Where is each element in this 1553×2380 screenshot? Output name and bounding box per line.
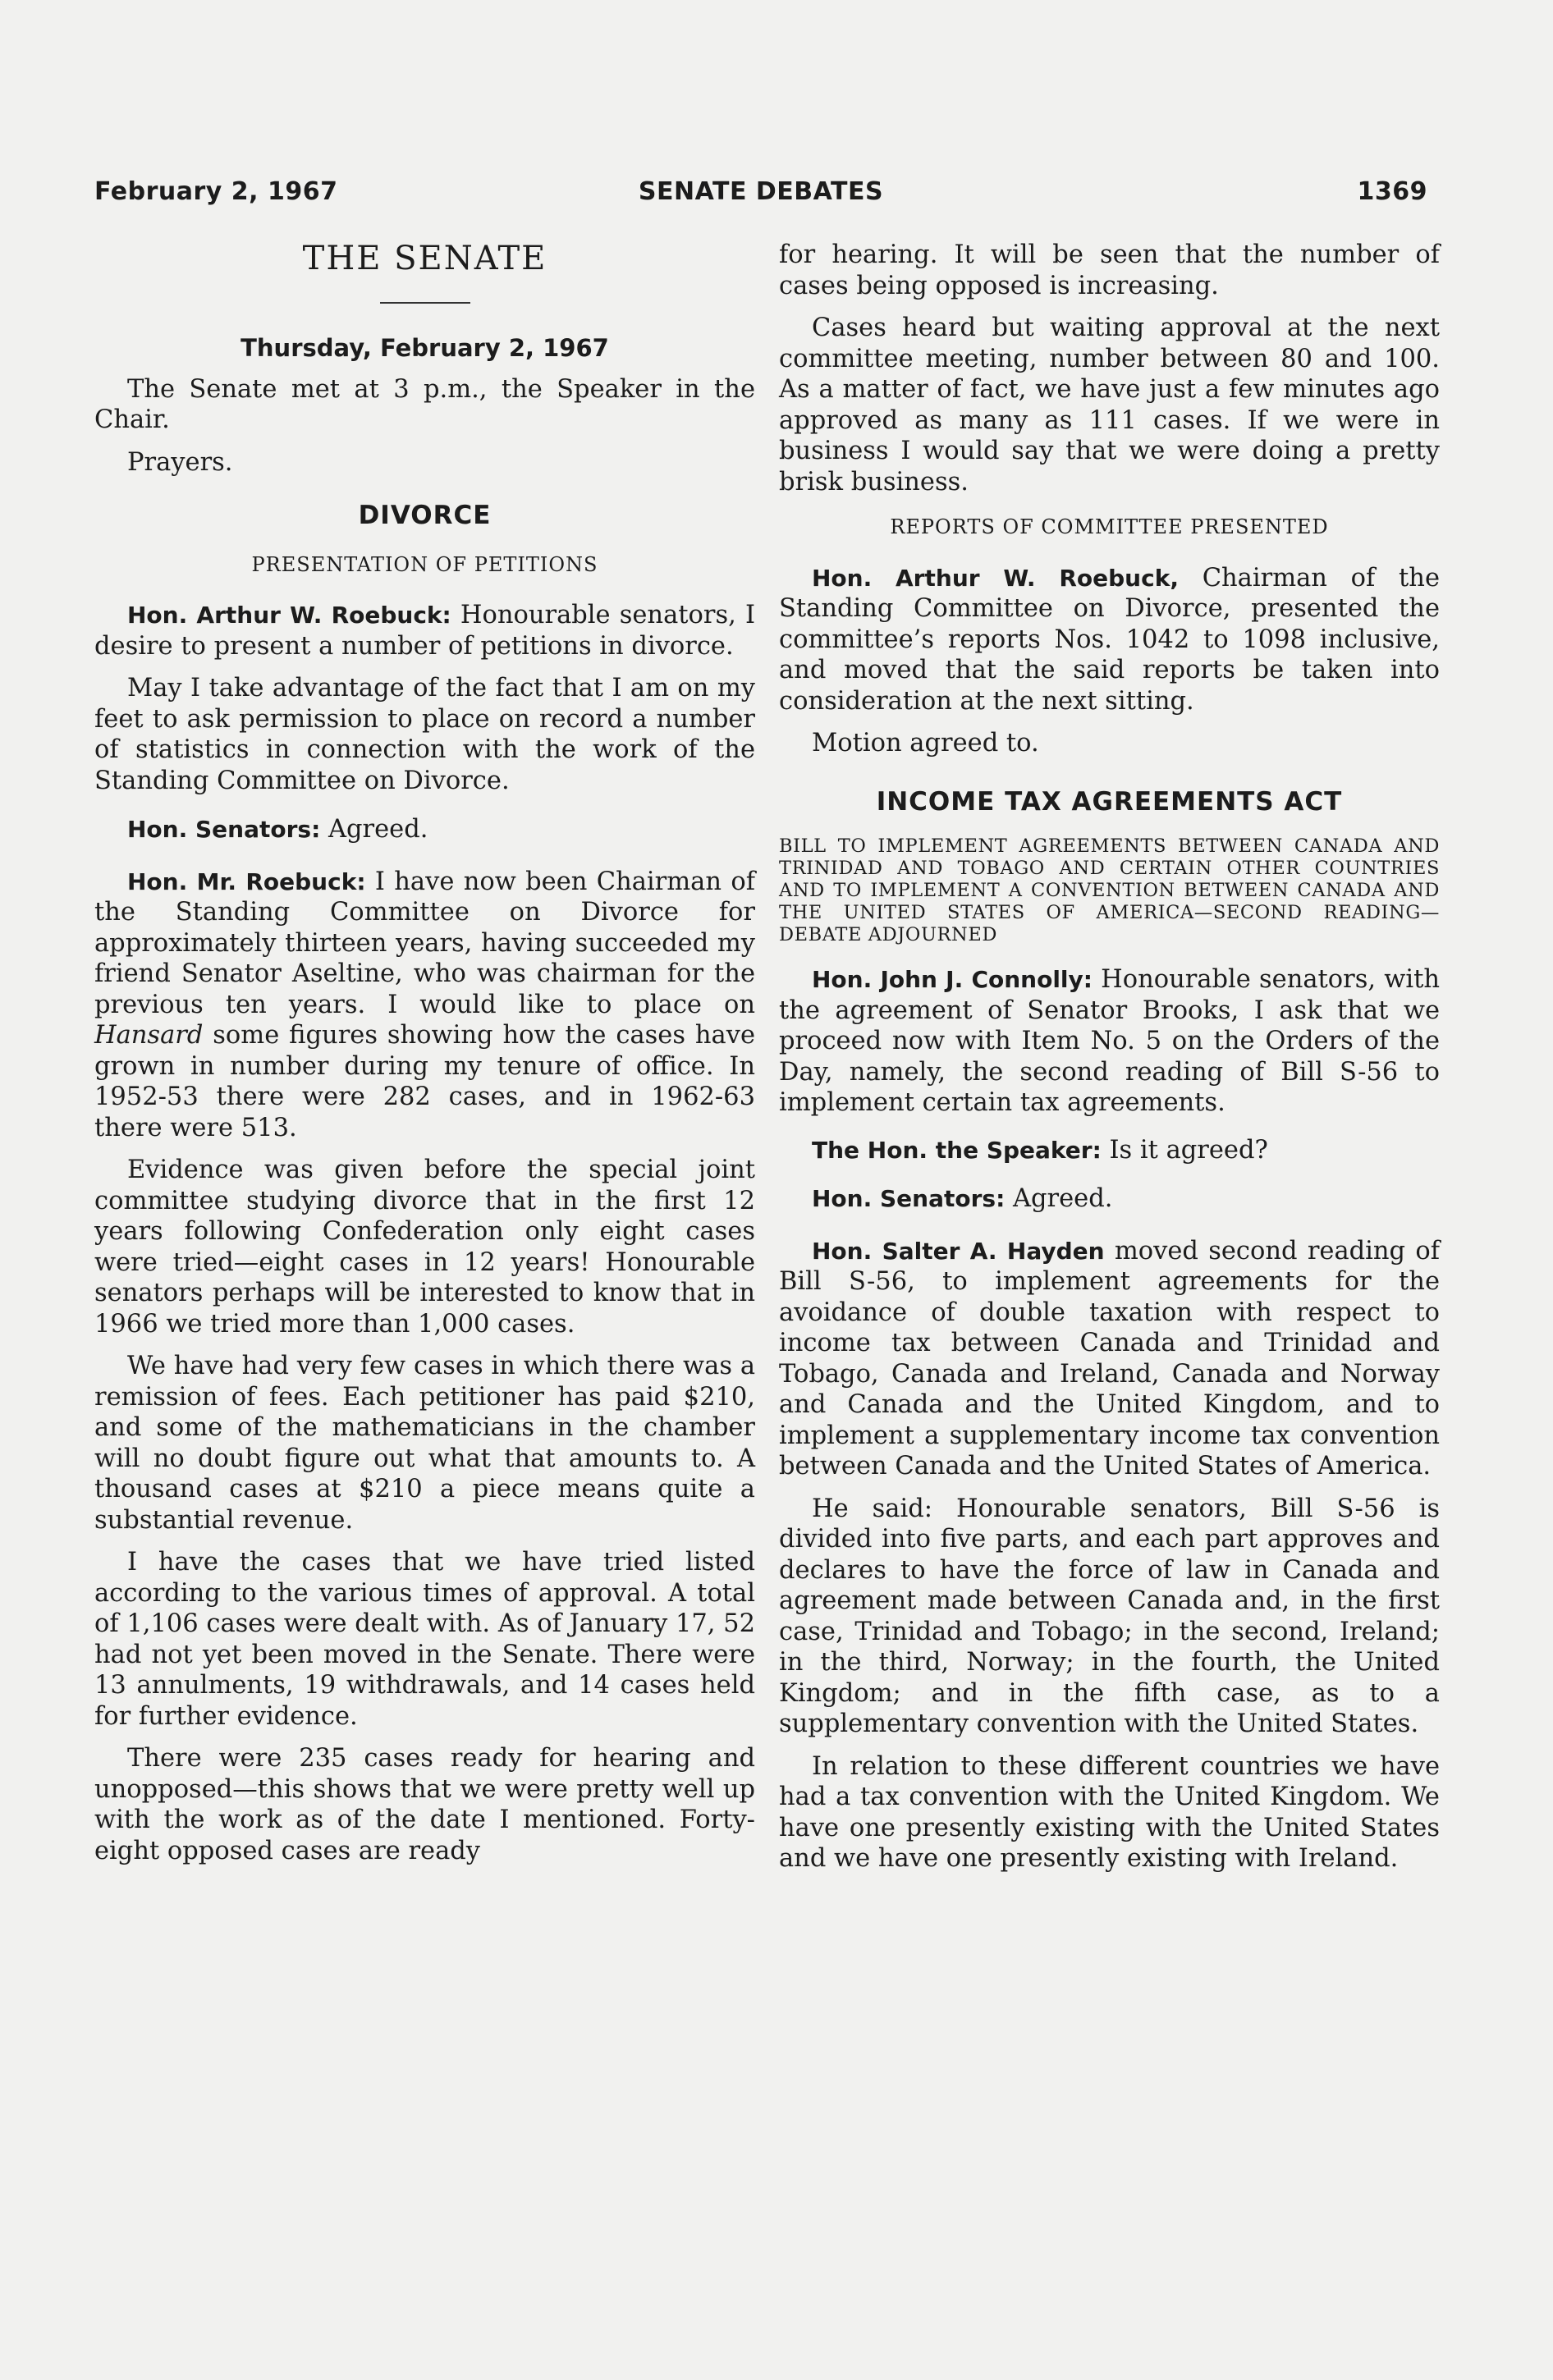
paragraph: May I take advantage of the fact that I am on my feet to ask permission to place on record a number of statistics in connection with the work of the Standing Committee on Divorce. — [94, 674, 755, 795]
paragraph — [779, 563, 1440, 717]
speech-text: Honourable senators, I desire to present a number of petitions in divorce. — [94, 601, 755, 661]
speaker-name: Hon. Arthur W. Roebuck: — [127, 602, 451, 629]
sitting-date: Thursday, February 2, 1967 — [241, 334, 609, 362]
income-tax-heading: INCOME TAX AGREEMENTS ACT — [876, 786, 1343, 817]
paragraph: There were 235 cases ready for hearing and unopposed—this shows that we were pretty well up with the work as of the date I mentioned. Forty-eight opposed cases are ready — [94, 1744, 755, 1865]
speaker-name: Hon. Arthur W. Roebuck, — [812, 564, 1179, 592]
petitions-subheading: PRESENTATION OF PETITIONS — [251, 552, 598, 576]
prayers-paragraph: Prayers. — [127, 447, 233, 477]
left-column — [94, 240, 755, 1878]
speaker-name: Hon. Senators: — [812, 1185, 1006, 1212]
heading-rule — [380, 302, 470, 304]
speech-text: Agreed. — [320, 815, 428, 844]
header-date: February 2, 1967 — [94, 177, 338, 206]
hansard-italic: Hansard — [94, 1021, 204, 1050]
speech-text: Chairman of the Standing Committee on Divorce, presented the committee’s reports Nos. 1042 to 1098 inclusive, and moved that the said reports be taken into consideration at the next sitting. — [779, 563, 1440, 716]
paragraph: In relation to these different countries we have had a tax convention with the United Kingdom. We have one presently existing with the United States and we have one presently existing with Ireland. — [779, 1751, 1440, 1873]
paragraph: for hearing. It will be seen that the number of cases being opposed is increasing. — [779, 240, 1440, 300]
paragraph: Cases heard but waiting approval at the next committee meeting, number between 80 and 100. As a matter of fact, we have just a few minutes ago approved as many as 111 cases. If we were in business I would say that we were doing a pretty brisk business. — [779, 314, 1440, 497]
speech-text: Honourable senators, with the agreement of Senator Brooks, I ask that we proceed now with Item No. 5 on the Orders of the Day, namely, the second reading of Bill S-56 to implement certain tax agreements. — [779, 965, 1440, 1117]
right-column — [779, 240, 1440, 1886]
speech-text: Is it agreed? — [1101, 1135, 1268, 1165]
page-number: 1369 — [1357, 177, 1427, 206]
speech-text: I have now been Chairman of the Standing Committee on Divorce for approximately thirteen years, having succeeded my friend Senator Aseltine, who was chairman for the previous ten years. I would like to place on — [94, 867, 756, 1019]
senate-heading: THE SENATE — [302, 240, 547, 277]
divorce-heading: DIVORCE — [358, 501, 492, 530]
paragraph — [94, 867, 755, 1144]
bill-subheading: BILL TO IMPLEMENT AGREEMENTS BETWEEN CANADA AND TRINIDAD AND TOBAGO AND CERTAIN OTHER COUNTRIES AND TO IMPLEMENT A CONVENTION BETWEEN CANADA AND THE UNITED STATES OF AMERICA—SECOND READING—DEBATE ADJOURNED — [779, 835, 1440, 945]
running-title: SENATE DEBATES — [638, 177, 884, 206]
paragraph: He said: Honourable senators, Bill S-56 is divided into five parts, and each part approves and declares to have the force of law in Canada and agreement made between Canada and, in the first case, Trinidad and Tobago; in the second, Ireland; in the third, Norway; in the fourth, the United Kingdom; and in the fifth case, as to a supplementary convention with the United States. — [779, 1494, 1440, 1738]
paragraph — [779, 964, 1440, 1119]
met-paragraph: The Senate met at 3 p.m., the Speaker in the Chair. — [94, 374, 755, 434]
speaker-name: Hon. Senators: — [127, 816, 321, 843]
paragraph: Motion agreed to. — [812, 729, 1039, 757]
paragraph — [94, 814, 755, 845]
paragraph — [94, 600, 755, 661]
speaker-name: Hon. Salter A. Hayden — [812, 1237, 1105, 1265]
paragraph: We have had very few cases in which there was a remission of fees. Each petitioner has paid $210, and some of the mathematicians in the chamber will no doubt figure out what that amounts to. A thousand cases at $210 a piece means quite a substantial revenue. — [94, 1352, 755, 1535]
paragraph: Evidence was given before the special joint committee studying divorce that in the first 12 years following Confederation only eight cases were tried—eight cases in 12 years! Honourable senators perhaps will be interested to know that in 1966 we tried more than 1,000 cases. — [94, 1156, 755, 1339]
paragraph — [779, 1183, 1440, 1215]
paragraph — [779, 1135, 1440, 1166]
speech-text: moved second reading of Bill S-56, to implement agreements for the avoidance of double taxation with respect to income tax between Canada and Trinidad and Tobago, Canada and Ireland, Canada and Norway and Canada and the United Kingdom, and to implement a supplementary income tax convention between Canada and the United States of America. — [779, 1236, 1441, 1481]
speaker-name: Hon. John J. Connolly: — [812, 966, 1093, 993]
speaker-name: The Hon. the Speaker: — [812, 1136, 1102, 1164]
speech-text: some figures showing how the cases have grown in number during my tenure of office. In 1952-53 there were 282 cases, and in 1962-63 there were 513. — [94, 1021, 755, 1142]
paragraph: I have the cases that we have tried listed according to the various times of approval. A total of 1,106 cases were dealt with. As of January 17, 52 had not yet been moved in the Senate. There were 13 annulments, 19 withdrawals, and 14 cases held for further evidence. — [94, 1548, 755, 1731]
paragraph — [779, 1236, 1440, 1482]
speaker-name: Hon. Mr. Roebuck: — [127, 867, 366, 895]
page-header — [94, 177, 1427, 213]
speech-text: Agreed. — [1005, 1184, 1113, 1213]
reports-subheading: REPORTS OF COMMITTEE PRESENTED — [890, 515, 1329, 538]
